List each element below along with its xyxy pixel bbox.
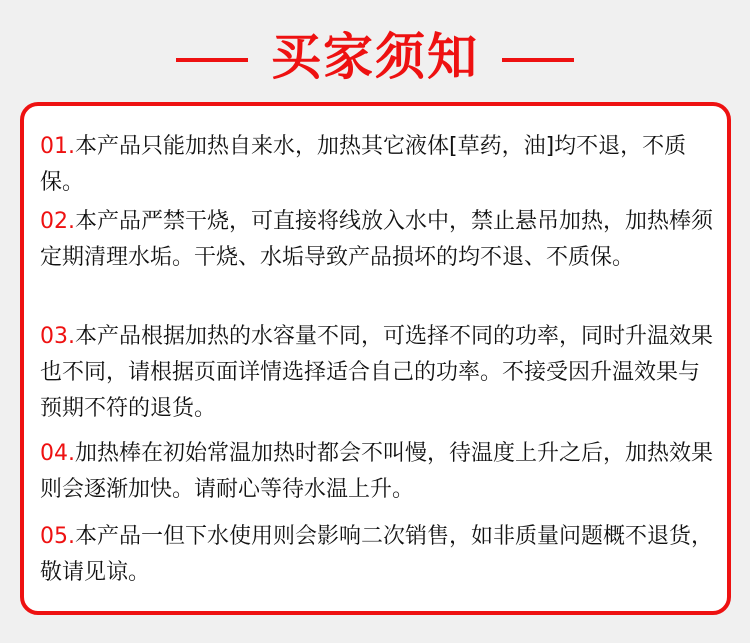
notice-header: [0, 22, 750, 92]
notice-text: 本产品一但下水使用则会影响二次销售，如非质量问题概不退货，敬请见谅。: [40, 524, 714, 585]
notice-item-05: [40, 519, 714, 591]
page-title: 买家须知: [271, 28, 479, 86]
notice-item-03: [40, 319, 714, 427]
notice-number: 05.: [40, 524, 75, 549]
notice-text: 本产品根据加热的水容量不同，可选择不同的功率，同时升温效果也不同，请根据页面详情选择适合自己的功率。不接受因升温效果与预期不符的退货。: [40, 324, 714, 421]
notice-number: 02.: [40, 209, 75, 234]
notice-text: 本产品严禁干烧，可直接将线放入水中，禁止悬吊加热，加热棒须定期清理水垢。干烧、水垢导致产品损坏的均不退、不质保。: [40, 209, 714, 270]
notice-text: 加热棒在初始常温加热时都会不叫慢，待温度上升之后，加热效果则会逐渐加快。请耐心等待水温上升。: [40, 441, 714, 502]
notice-item-04: [40, 436, 714, 508]
notice-number: 03.: [40, 324, 75, 349]
notice-text: 本产品只能加热自来水，加热其它液体[草药，油]均不退，不质保。: [40, 134, 687, 195]
right-title-rule: [502, 58, 574, 62]
notice-number: 04.: [40, 441, 75, 466]
notice-number: 01.: [40, 134, 75, 159]
left-title-rule: [176, 58, 248, 62]
notice-item-01: [40, 129, 714, 201]
notice-item-02: [40, 204, 714, 276]
notice-panel: [20, 102, 731, 615]
